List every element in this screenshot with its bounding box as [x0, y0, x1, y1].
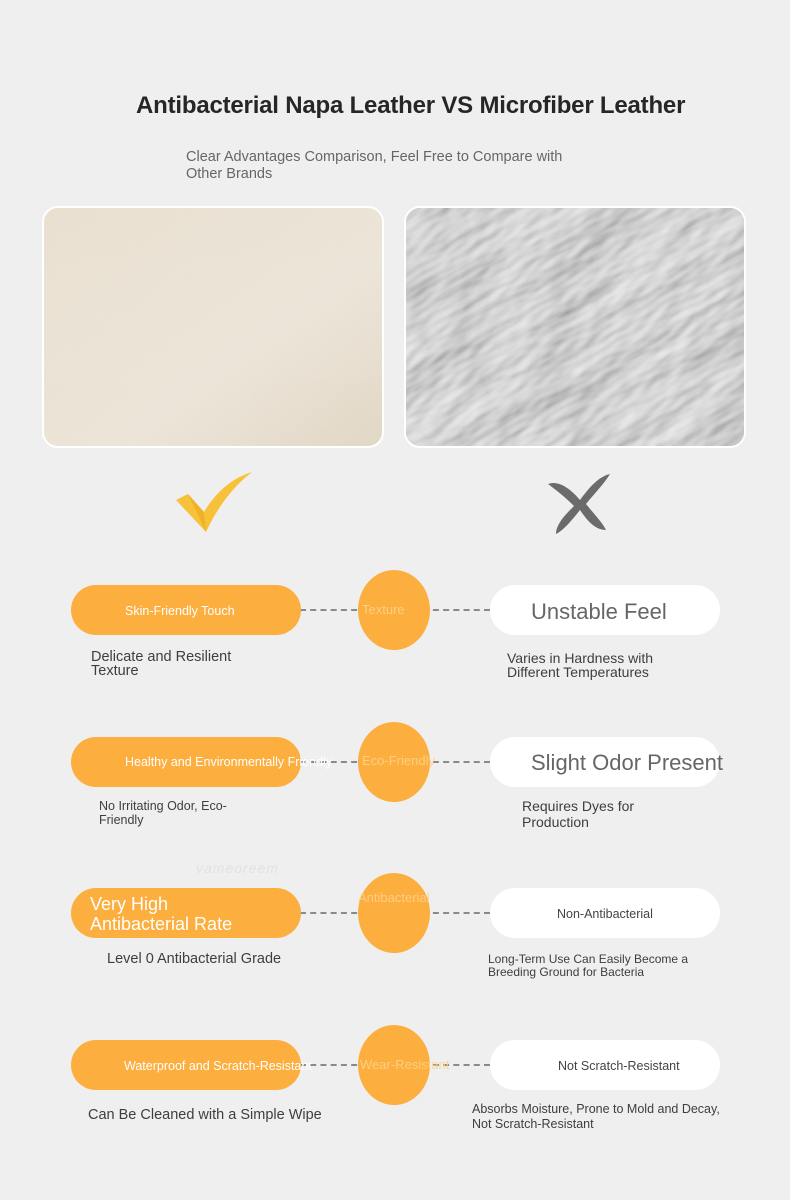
advantage-pill — [71, 737, 333, 787]
page-subtitle: Clear Advantages Comparison, Feel Free to Compare with Other Brands — [186, 149, 563, 182]
disadvantage-pill — [490, 888, 720, 938]
disadvantage-description: Requires Dyes for Production — [522, 798, 635, 830]
category-label: Antibacterial — [358, 890, 430, 905]
advantage-description: Level 0 Antibacterial Grade — [107, 951, 282, 967]
category-label: Texture — [362, 602, 405, 617]
category-circle — [358, 1025, 450, 1105]
microfiber-leather-image — [404, 206, 746, 448]
disadvantage-label: Not Scratch-Resistant — [558, 1059, 680, 1073]
disadvantage-description: Varies in Hardness with Different Temperatures — [507, 650, 654, 680]
advantage-description: Can Be Cleaned with a Simple Wipe — [88, 1107, 322, 1123]
advantage-label: Very High Antibacterial Rate — [90, 894, 233, 934]
comparison-row — [0, 585, 790, 735]
advantage-pill — [71, 888, 301, 938]
category-label: Wear-Resistant — [360, 1057, 450, 1072]
category-circle — [358, 873, 430, 953]
cross-icon — [540, 470, 620, 536]
advantage-label: Waterproof and Scratch-Resistant — [124, 1059, 312, 1073]
check-icon — [174, 470, 254, 536]
advantage-description: Delicate and Resilient Texture — [91, 649, 232, 679]
disadvantage-label: Unstable Feel — [531, 599, 667, 624]
disadvantage-label: Slight Odor Present — [531, 750, 723, 775]
comparison-row — [0, 737, 790, 887]
disadvantage-pill — [490, 1040, 720, 1090]
comparison-row — [0, 888, 790, 1038]
comparison-row — [0, 1040, 790, 1190]
advantage-pill — [71, 1040, 312, 1090]
advantage-label: Skin-Friendly Touch — [125, 604, 235, 618]
disadvantage-pill — [490, 585, 720, 635]
disadvantage-pill — [490, 737, 723, 787]
watermark: vameoreem — [196, 860, 279, 876]
advantage-label: Healthy and Environmentally Friendly — [125, 755, 333, 769]
disadvantage-description: Long-Term Use Can Easily Become a Breeding Ground for Bacteria — [488, 952, 689, 979]
category-circle — [358, 722, 435, 802]
advantage-description: No Irritating Odor, Eco-Friendly — [99, 799, 227, 827]
category-label: Eco-Friendly — [362, 753, 435, 768]
advantage-pill — [71, 585, 301, 635]
category-circle — [358, 570, 430, 650]
disadvantage-label: Non-Antibacterial — [557, 907, 653, 921]
napa-leather-image — [42, 206, 384, 448]
disadvantage-description: Absorbs Moisture, Prone to Mold and Decay, Not Scratch-Resistant — [472, 1102, 720, 1131]
page-title: Antibacterial Napa Leather VS Microfiber Leather — [136, 92, 686, 119]
